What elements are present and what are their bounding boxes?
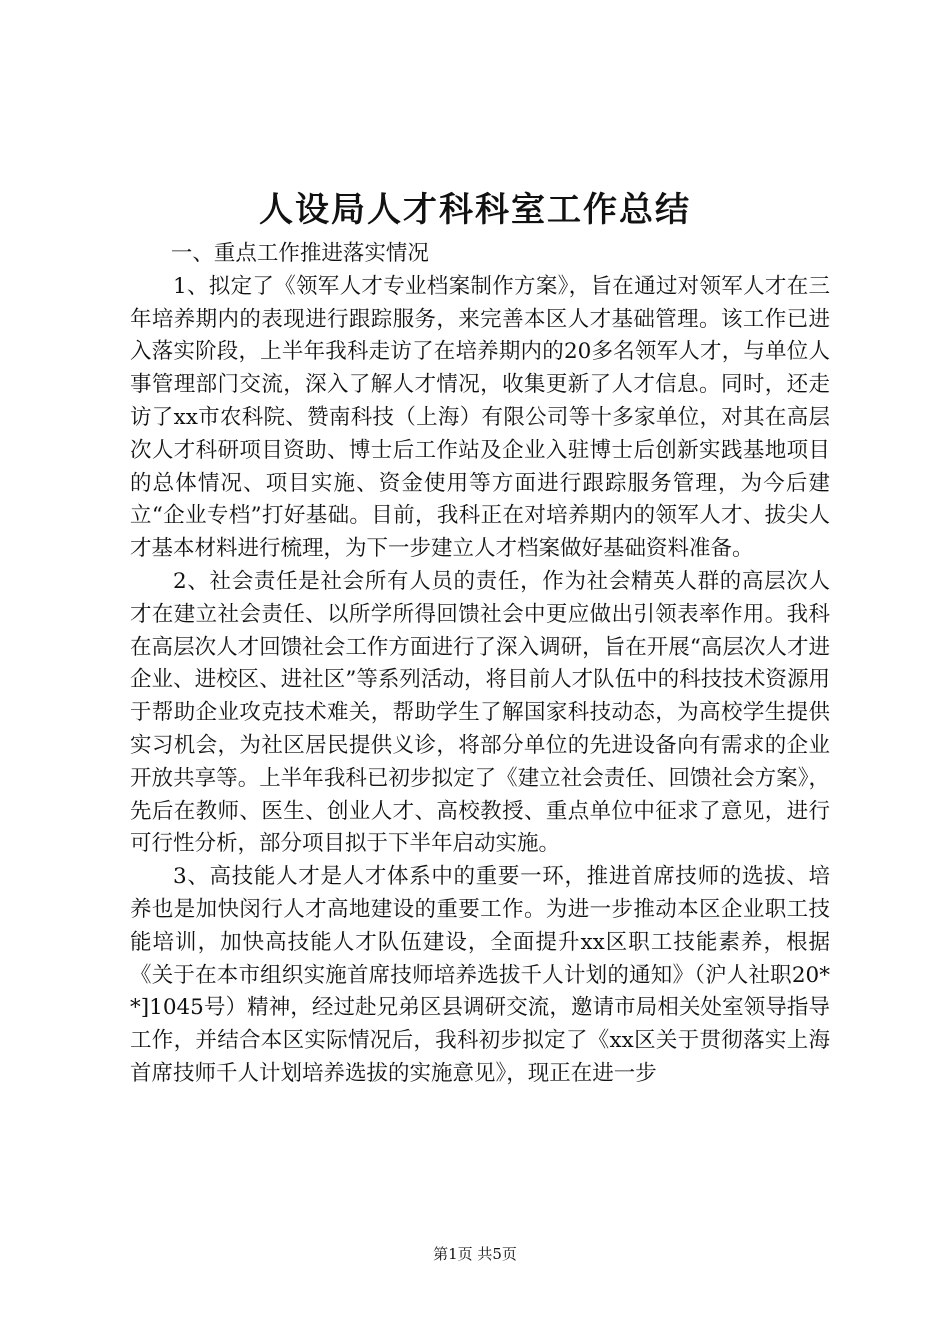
section-heading: 一、重点工作推进落实情况 (170, 241, 429, 266)
page-footer: 第1页 共5页 (433, 1245, 517, 1263)
paragraph-1: 1、拟定了《领军人才专业档案制作方案》，旨在通过对领军人才在三年培养期内的表现进行跟踪服务，来完善本区人才基础管理。该工作已进入落实阶段，上半年我科走访了在培养期内的20多名领军人才，与单位人事管理部门交流，深入了解人才情况，收集更新了人才信息。同时，还走访了xx市农科院、赞南科技（上海）有限公司等十多家单位，对其在高层次人才科研项目资助、博士后工作站及企业入驻博士后创新实践基地项目的总体情况、项目实施、资金使用等方面进行跟踪服务管理，为今后建立“企业专档”打好基础。目前，我科正在对培养期内的领军人才、拔尖人才基本材料进行梳理，为下一步建立人才档案做好基础资料准备。 (130, 273, 830, 562)
paragraph-3: 3、高技能人才是人才体系中的重要一环，推进首席技师的选拔、培养也是加快闵行人才高地建设的重要工作。为进一步推动本区企业职工技能培训，加快高技能人才队伍建设，全面提升xx区职工技能素养，根据《关于在本市组织实施首席技师培养选拔千人计划的通知》（沪人社职20**]1045号）精神，经过赴兄弟区县调研交流，邀请市局相关处室领导指导工作，并结合本区实际情况后，我科初步拟定了《xx区关于贯彻落实上海首席技师千人计划培养选拔的实施意见》，现正在进一步 (130, 864, 830, 1086)
document-body (130, 238, 830, 1091)
document-title: 人设局人才科科室工作总结 (259, 190, 691, 230)
paragraph-2: 2、社会责任是社会所有人员的责任，作为社会精英人群的高层次人才在建立社会责任、以所学所得回馈社会中更应做出引领表率作用。我科在高层次人才回馈社会工作方面进行了深入调研，旨在开展“高层次人才进企业、进校区、进社区”等系列活动，将目前人才队伍中的科技技术资源用于帮助企业攻克技术难关，帮助学生了解国家科技动态，为高校学生提供实习机会，为社区居民提供义诊，将部分单位的先进设备向有需求的企业开放共享等。上半年我科已初步拟定了《建立社会责任、回馈社会方案》，先后在教师、医生、创业人才、高校教授、重点单位中征求了意见，进行可行性分析，部分项目拟于下半年启动实施。 (130, 568, 830, 857)
